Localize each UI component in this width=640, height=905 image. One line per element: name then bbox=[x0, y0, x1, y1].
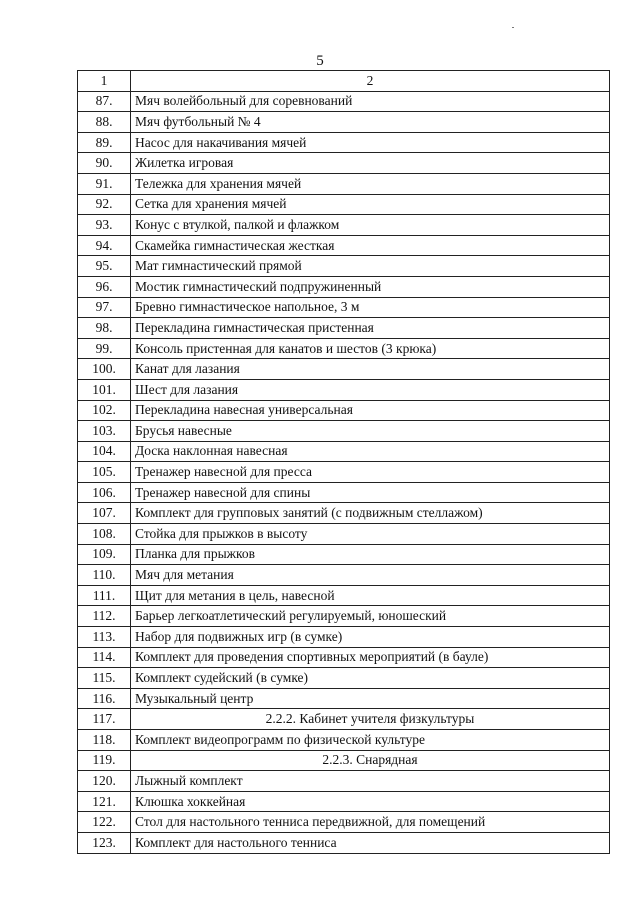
item-name: Консоль пристенная для канатов и шестов (3 крюка) bbox=[131, 338, 610, 359]
item-name: Сетка для хранения мячей bbox=[131, 194, 610, 215]
table-body bbox=[78, 71, 610, 854]
row-number: 116. bbox=[78, 688, 131, 709]
table-row bbox=[78, 585, 610, 606]
table-row bbox=[78, 832, 610, 853]
item-name: Набор для подвижных игр (в сумке) bbox=[131, 627, 610, 648]
item-name: Комплект видеопрограмм по физической культуре bbox=[131, 730, 610, 751]
table-row bbox=[78, 318, 610, 339]
table-row bbox=[78, 194, 610, 215]
row-number: 114. bbox=[78, 647, 131, 668]
row-number: 113. bbox=[78, 627, 131, 648]
table-row bbox=[78, 730, 610, 751]
table-row bbox=[78, 112, 610, 133]
item-name: Музыкальный центр bbox=[131, 688, 610, 709]
row-number: 95. bbox=[78, 256, 131, 277]
table-row bbox=[78, 235, 610, 256]
row-number: 98. bbox=[78, 318, 131, 339]
item-name: Перекладина гимнастическая пристенная bbox=[131, 318, 610, 339]
row-number: 120. bbox=[78, 771, 131, 792]
table-row bbox=[78, 338, 610, 359]
row-number: 111. bbox=[78, 585, 131, 606]
item-name: Мяч футбольный № 4 bbox=[131, 112, 610, 133]
table-row bbox=[78, 91, 610, 112]
item-name: Планка для прыжков bbox=[131, 544, 610, 565]
row-number: 102. bbox=[78, 400, 131, 421]
item-name: Перекладина навесная универсальная bbox=[131, 400, 610, 421]
row-number: 109. bbox=[78, 544, 131, 565]
row-number: 100. bbox=[78, 359, 131, 380]
row-number: 117. bbox=[78, 709, 131, 730]
table-row bbox=[78, 359, 610, 380]
table-row bbox=[78, 215, 610, 236]
row-number: 118. bbox=[78, 730, 131, 751]
item-name: Щит для метания в цель, навесной bbox=[131, 585, 610, 606]
row-number: 93. bbox=[78, 215, 131, 236]
table-row bbox=[78, 132, 610, 153]
item-name: Канат для лазания bbox=[131, 359, 610, 380]
item-name: Жилетка игровая bbox=[131, 153, 610, 174]
table-row bbox=[78, 297, 610, 318]
item-name: Мяч для метания bbox=[131, 565, 610, 586]
item-name: Мат гимнастический прямой bbox=[131, 256, 610, 277]
item-name: Доска наклонная навесная bbox=[131, 441, 610, 462]
table-row bbox=[78, 276, 610, 297]
table-row bbox=[78, 544, 610, 565]
table-row bbox=[78, 668, 610, 689]
section-row bbox=[78, 750, 610, 771]
item-name: Лыжный комплект bbox=[131, 771, 610, 792]
table-row bbox=[78, 256, 610, 277]
row-number: 105. bbox=[78, 462, 131, 483]
row-number: 122. bbox=[78, 812, 131, 833]
item-name: Комплект для групповых занятий (с подвижным стеллажом) bbox=[131, 503, 610, 524]
table-row bbox=[78, 400, 610, 421]
row-number: 108. bbox=[78, 524, 131, 545]
item-name: Клюшка хоккейная bbox=[131, 791, 610, 812]
row-number: 103. bbox=[78, 421, 131, 442]
row-number: 121. bbox=[78, 791, 131, 812]
item-name: Тренажер навесной для пресса bbox=[131, 462, 610, 483]
row-number: 90. bbox=[78, 153, 131, 174]
item-name: Тележка для хранения мячей bbox=[131, 173, 610, 194]
row-number: 112. bbox=[78, 606, 131, 627]
item-name: Комплект для проведения спортивных мероприятий (в бауле) bbox=[131, 647, 610, 668]
item-name: Насос для накачивания мячей bbox=[131, 132, 610, 153]
row-number: 92. bbox=[78, 194, 131, 215]
item-name: Бревно гимнастическое напольное, 3 м bbox=[131, 297, 610, 318]
item-name: Комплект судейский (в сумке) bbox=[131, 668, 610, 689]
item-name: Скамейка гимнастическая жесткая bbox=[131, 235, 610, 256]
row-number: 94. bbox=[78, 235, 131, 256]
table-row bbox=[78, 627, 610, 648]
table-row bbox=[78, 812, 610, 833]
scan-speck bbox=[512, 27, 514, 28]
section-heading: 2.2.2. Кабинет учителя физкультуры bbox=[131, 709, 610, 730]
table-row bbox=[78, 647, 610, 668]
row-number: 115. bbox=[78, 668, 131, 689]
table-row bbox=[78, 379, 610, 400]
row-number: 123. bbox=[78, 832, 131, 853]
row-number: 107. bbox=[78, 503, 131, 524]
item-name: Комплект для настольного тенниса bbox=[131, 832, 610, 853]
table-row bbox=[78, 421, 610, 442]
section-row bbox=[78, 709, 610, 730]
table-row bbox=[78, 482, 610, 503]
table-row bbox=[78, 173, 610, 194]
row-number: 99. bbox=[78, 338, 131, 359]
item-name: Стойка для прыжков в высоту bbox=[131, 524, 610, 545]
row-number: 119. bbox=[78, 750, 131, 771]
row-number: 96. bbox=[78, 276, 131, 297]
table-row bbox=[78, 791, 610, 812]
table-row bbox=[78, 565, 610, 586]
header-cell-number: 1 bbox=[78, 71, 131, 92]
table-row bbox=[78, 153, 610, 174]
table-header-row bbox=[78, 71, 610, 92]
table-row bbox=[78, 503, 610, 524]
item-name: Шест для лазания bbox=[131, 379, 610, 400]
row-number: 91. bbox=[78, 173, 131, 194]
section-heading: 2.2.3. Снарядная bbox=[131, 750, 610, 771]
item-name: Барьер легкоатлетический регулируемый, юношеский bbox=[131, 606, 610, 627]
header-cell-name: 2 bbox=[131, 71, 610, 92]
table-row bbox=[78, 771, 610, 792]
table-row bbox=[78, 462, 610, 483]
row-number: 87. bbox=[78, 91, 131, 112]
page-number: 5 bbox=[316, 53, 324, 69]
row-number: 89. bbox=[78, 132, 131, 153]
table-row bbox=[78, 524, 610, 545]
row-number: 104. bbox=[78, 441, 131, 462]
item-name: Тренажер навесной для спины bbox=[131, 482, 610, 503]
table-row bbox=[78, 606, 610, 627]
table-row bbox=[78, 688, 610, 709]
equipment-table bbox=[77, 70, 610, 854]
item-name: Мостик гимнастический подпружиненный bbox=[131, 276, 610, 297]
row-number: 97. bbox=[78, 297, 131, 318]
table-row bbox=[78, 441, 610, 462]
row-number: 101. bbox=[78, 379, 131, 400]
item-name: Стол для настольного тенниса передвижной, для помещений bbox=[131, 812, 610, 833]
row-number: 106. bbox=[78, 482, 131, 503]
item-name: Мяч волейбольный для соревнований bbox=[131, 91, 610, 112]
item-name: Брусья навесные bbox=[131, 421, 610, 442]
item-name: Конус с втулкой, палкой и флажком bbox=[131, 215, 610, 236]
row-number: 88. bbox=[78, 112, 131, 133]
row-number: 110. bbox=[78, 565, 131, 586]
